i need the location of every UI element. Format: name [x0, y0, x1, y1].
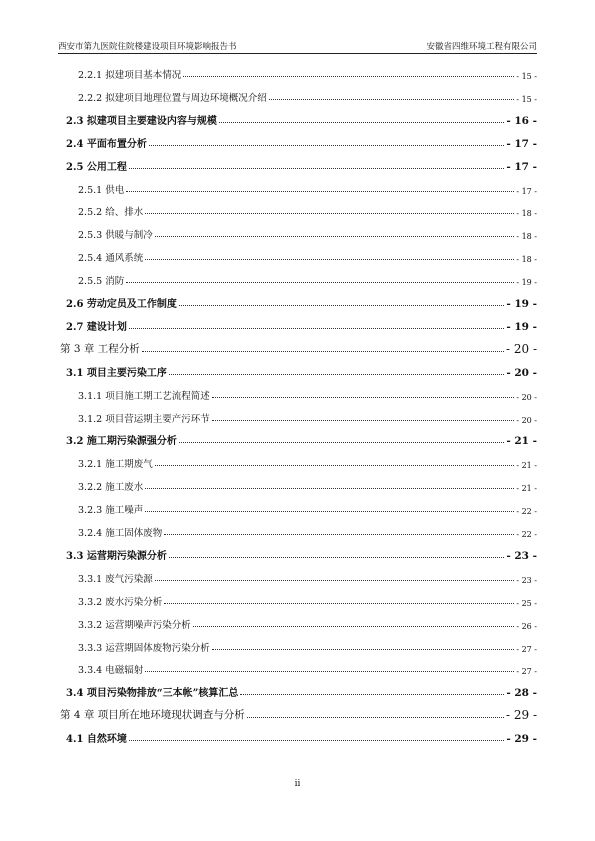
toc-entry[interactable] [60, 65, 537, 81]
toc-entry-page: - 18 - [516, 255, 537, 265]
toc-entry[interactable] [60, 454, 537, 470]
toc-entry[interactable] [60, 294, 537, 310]
toc-entry-page: - 20 - [516, 415, 537, 425]
toc-dot-leader [145, 259, 514, 260]
toc-dot-leader [212, 420, 515, 421]
toc-entry[interactable] [60, 615, 537, 631]
toc-entry-title: 3.2.1 施工期废气 [78, 459, 153, 471]
toc-entry-page: - 19 - [506, 320, 537, 333]
toc-entry-page: - 19 - [506, 298, 537, 310]
toc-entry-title: 2.4 平面布置分析 [66, 138, 147, 150]
toc-entry-title: 3.1.1 项目施工期工艺流程简述 [78, 390, 210, 402]
toc-entry-page: - 15 - [516, 94, 537, 104]
toc-entry-title: 2.5.2 给、排水 [78, 207, 144, 219]
toc-entry-title: 3.2.2 施工废水 [78, 482, 144, 494]
toc-entry[interactable] [60, 683, 537, 699]
toc-entry-title: 3.3.2 运营期噪声污染分析 [78, 619, 191, 631]
toc-entry-page: - 22 - [516, 507, 537, 517]
toc-entry-page: - 21 - [516, 461, 537, 471]
header-report-title: 西安市第九医院住院楼建设项目环境影响报告书 [58, 42, 237, 52]
toc-dot-leader [145, 671, 514, 672]
toc-entry-title: 2.5.4 通风系统 [78, 253, 144, 265]
toc-entry[interactable] [60, 134, 537, 150]
toc-dot-leader [212, 649, 515, 650]
toc-dot-leader [155, 236, 515, 237]
toc-entry-page: - 21 - [506, 435, 537, 448]
toc-entry-page: - 18 - [516, 232, 537, 242]
toc-dot-leader [212, 397, 515, 398]
toc-entry-page: - 22 - [516, 530, 537, 539]
toc-entry[interactable] [60, 706, 537, 722]
toc-entry-title: 2.5.5 消防 [78, 276, 125, 288]
toc-entry[interactable] [60, 317, 537, 333]
toc-dot-leader [155, 580, 515, 581]
toc-entry-page: - 16 - [506, 114, 537, 127]
toc-entry-page: - 20 - [516, 392, 537, 402]
toc-entry-page: - 21 - [516, 484, 537, 494]
toc-dot-leader [164, 534, 514, 535]
toc-entry-page: - 15 - [516, 72, 537, 81]
toc-entry[interactable] [60, 271, 537, 287]
toc-entry-title: 3.3 运营期污染源分析 [66, 550, 167, 562]
page-number: ii [294, 779, 301, 789]
toc-entry-title: 2.7 建设计划 [66, 321, 127, 333]
toc-entry-page: - 17 - [506, 160, 537, 173]
toc-dot-leader [169, 374, 504, 375]
toc-dot-leader [149, 145, 504, 146]
toc-entry-title: 2.6 劳动定员及工作制度 [66, 299, 177, 310]
toc-entry-page: - 20 - [505, 341, 537, 356]
toc-dot-leader [155, 465, 515, 466]
toc-entry[interactable] [60, 88, 537, 104]
toc-entry[interactable] [60, 363, 537, 379]
toc-entry[interactable] [60, 660, 537, 676]
toc-entry-title: 3.3.1 废气污染源 [78, 573, 153, 585]
toc-entry[interactable] [60, 111, 537, 127]
toc-dot-leader [193, 626, 515, 627]
toc-entry-page: - 17 - [516, 186, 537, 196]
toc-entry-title: 2.2.1 拟建项目基本情况 [78, 70, 182, 81]
toc-dot-leader [247, 717, 504, 718]
toc-dot-leader [126, 282, 514, 283]
toc-entry-page: - 23 - [506, 549, 537, 562]
toc-entry-title: 3.2.4 施工固体废物 [78, 528, 163, 539]
header-divider [58, 53, 537, 54]
toc-entry-title: 2.2.2 拟建项目地理位置与周边环境概况介绍 [78, 92, 267, 104]
toc-dot-leader [129, 168, 504, 169]
toc-dot-leader [269, 99, 515, 100]
toc-dot-leader [179, 442, 504, 443]
toc-entry-title: 3.3.2 废水污染分析 [78, 596, 163, 608]
toc-dot-leader [219, 122, 504, 123]
toc-entry[interactable] [60, 523, 537, 539]
toc-entry-title: 2.5.3 供暖与制冷 [78, 230, 153, 242]
toc-entry[interactable] [60, 157, 537, 173]
toc-entry[interactable] [60, 729, 537, 745]
toc-entry-page: - 27 - [516, 644, 537, 654]
toc-entry[interactable] [60, 546, 537, 562]
header-company-name: 安徽省四维环境工程有限公司 [426, 42, 537, 52]
toc-dot-leader [240, 694, 504, 695]
toc-entry-page: - 23 - [516, 575, 537, 585]
toc-dot-leader [183, 76, 514, 77]
toc-entry[interactable] [60, 225, 537, 241]
toc-entry[interactable] [60, 569, 537, 585]
toc-dot-leader [145, 213, 514, 214]
toc-entry[interactable] [60, 248, 537, 264]
toc-entry[interactable] [60, 409, 537, 425]
toc-entry-page: - 26 - [516, 621, 537, 631]
toc-entry-page: - 17 - [506, 137, 537, 150]
toc-entry-page: - 27 - [516, 667, 537, 677]
toc-entry-page: - 29 - [506, 733, 537, 746]
toc-entry-page: - 25 - [516, 598, 537, 608]
toc-entry-title: 第 4 章 项目所在地环境现状调查与分析 [60, 709, 245, 722]
toc-dot-leader [145, 488, 514, 489]
toc-entry[interactable] [60, 592, 537, 608]
toc-dot-leader [126, 191, 514, 192]
toc-entry[interactable] [60, 340, 537, 356]
toc-entry-page: - 20 - [506, 366, 537, 379]
toc-dot-leader [142, 351, 504, 352]
toc-entry[interactable] [60, 500, 537, 516]
toc-entry-title: 3.1 项目主要污染工序 [66, 367, 167, 379]
toc-entry-title: 4.1 自然环境 [66, 734, 127, 746]
toc-entry-title: 3.3.4 电磁辐射 [78, 665, 144, 677]
toc-entry-title: 2.3 拟建项目主要建设内容与规模 [66, 115, 217, 127]
toc-dot-leader [129, 740, 504, 741]
page-header [58, 38, 537, 52]
toc-entry-title: 2.5.1 供电 [78, 184, 125, 196]
toc-entry-title: 3.1.2 项目营运期主要产污环节 [78, 413, 210, 425]
toc-entry-page: - 29 - [505, 708, 537, 723]
toc-dot-leader [164, 603, 514, 604]
toc-dot-leader [129, 328, 504, 329]
toc-dot-leader [145, 511, 514, 512]
toc-entry[interactable] [60, 638, 537, 654]
toc-entry-page: - 19 - [516, 278, 537, 288]
toc-entry[interactable] [60, 477, 537, 493]
toc-entry-title: 3.4 项目污染物排放“三本帐”核算汇总 [66, 688, 239, 700]
toc-entry-title: 3.3.3 运营期固体废物污染分析 [78, 642, 210, 654]
toc-dot-leader [179, 305, 504, 306]
toc-entry[interactable] [60, 180, 537, 196]
toc-dot-leader [169, 557, 504, 558]
toc-entry-page: - 18 - [516, 209, 537, 219]
toc-entry-title: 3.2.3 施工噪声 [78, 505, 144, 517]
toc-entry-title: 第 3 章 工程分析 [60, 342, 140, 355]
toc-entry[interactable] [60, 386, 537, 402]
toc-entry-title: 3.2 施工期污染源强分析 [66, 436, 177, 448]
toc-entry-title: 2.5 公用工程 [66, 161, 127, 173]
toc-entry[interactable] [60, 431, 537, 447]
toc-entry-page: - 28 - [506, 687, 537, 700]
toc-entry[interactable] [60, 202, 537, 218]
